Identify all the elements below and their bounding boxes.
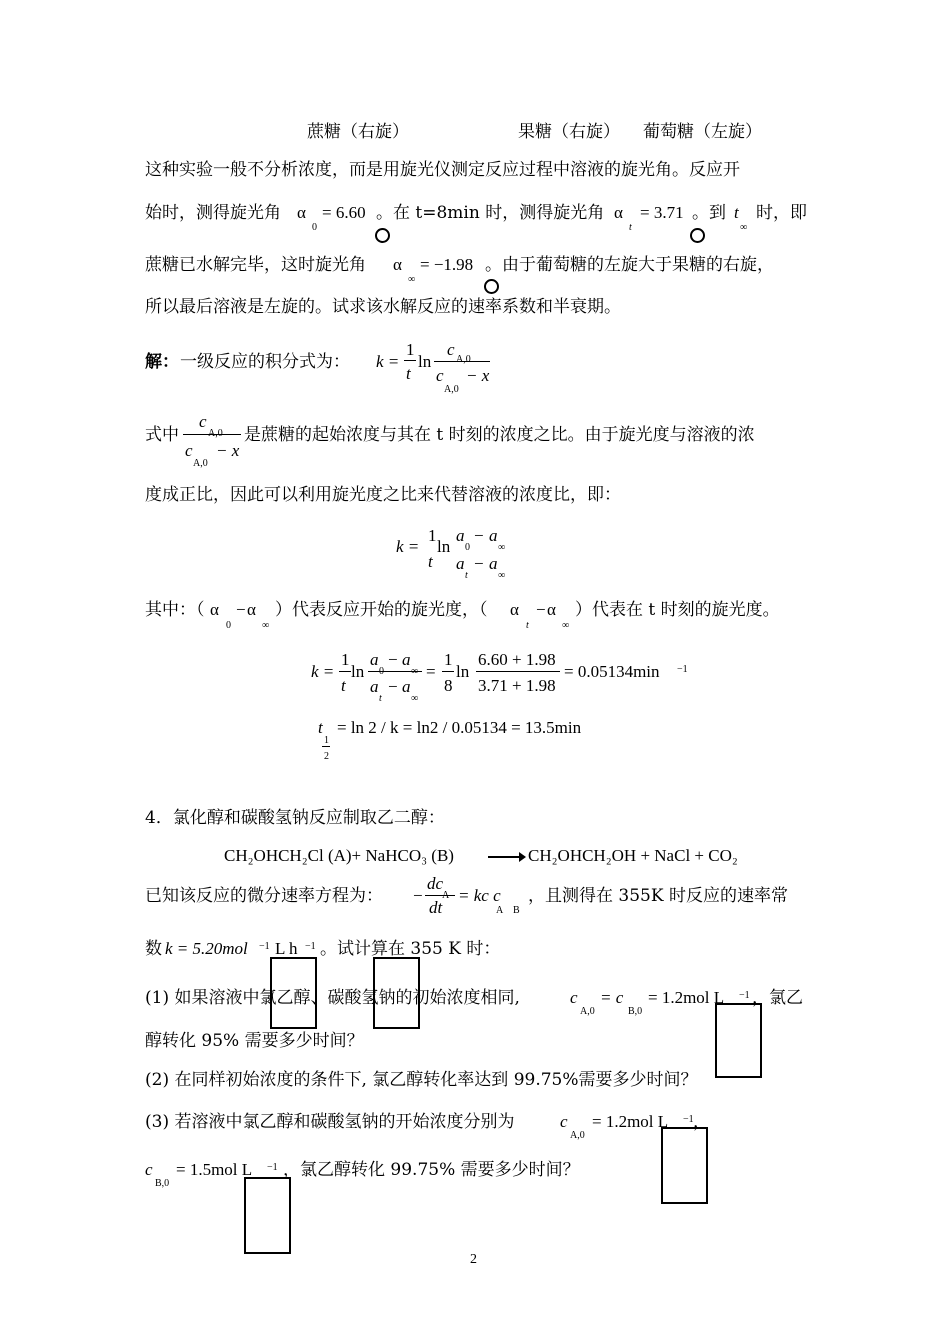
cA0-den-2: c [185,441,193,460]
eight: 8 [444,676,453,695]
sol-line4-a: 其中：（ [145,600,205,620]
alpha0-value: = 6.60 [322,203,366,222]
eq-right: CH₂OHCH₂OH + NaCl + CO₂ [528,846,738,865]
sol-line3: 度成正比，因此可以利用旋光度之比来代替溶液的浓度比，即： [145,485,621,505]
a0: a [456,526,465,545]
empty-box-4 [661,1127,708,1204]
at: a [456,554,465,573]
empty-box-3 [715,1003,762,1078]
p1-line4: 所以最后溶液是左旋的。试求该水解反应的速率系数和半衰期。 [145,297,621,317]
frac1-den: t [406,364,411,383]
ln-1: ln [418,352,432,371]
empty-box-2 [373,957,420,1029]
q4-q3-c: ，氯乙醇转化 99.75% 需要多少时间？ [283,1160,580,1180]
cA0-den-sub: A,0 [444,384,459,395]
k-result: = 0.05134min [564,662,660,681]
q4-q2: (2) 在同样初始浓度的条件下, 氯乙醇转化率达到 99.75%需要多少时间？ [145,1070,698,1090]
eq-left: CH₂OHCH₂Cl (A)+ NaHCO₃ (B) [224,846,454,865]
rate-kcc: = kc c [458,886,501,905]
k-eq-3: k = [311,662,335,681]
alphat-value: = 3.71 [640,203,684,222]
cA0-num: c [447,340,455,359]
p1-line2-a: 始时，测得旋光角 [145,203,281,223]
p1-line1: 这种实验一般不分析浓度，而是用旋光仪测定反应过程中溶液的旋光角。反应开 [145,160,740,180]
circle-mark-3 [484,279,499,294]
q4-const-b: 。试计算在 355 K 时： [320,939,501,959]
sol-line2-a: 式中 [145,425,179,445]
t-infinity: t [734,203,739,222]
ainf-1: a [489,526,498,545]
k-eq-1: k = [376,352,400,371]
p1-line2-c: 。到 [692,203,726,223]
frac2-num: 1 [428,526,437,545]
p1-line2-d: 时，即 [756,203,807,223]
alpha-t: α [614,203,623,222]
sub-0: 0 [312,222,317,233]
q1-conc: = 1.2mol L [648,988,725,1007]
label-fructose: 果糖（右旋） [518,122,620,142]
sub-inf: ∞ [740,222,748,233]
q4-q1-a: (1) 如果溶液中氯乙醇、碳酸氢钠的初始浓度相同, [145,988,520,1008]
minus-x-1: − x [466,366,490,385]
sol-line4-c: ）代表在 t 时刻的旋光度。 [575,600,780,620]
solution-label: 解： [145,352,179,372]
empty-box-5 [244,1177,291,1254]
calc-numerator: 6.60 + 1.98 [478,650,556,669]
p1-line2-b: 。在 t=8min 时，测得旋光角 [376,203,605,223]
cA0-num-2: c [199,412,207,431]
sol-line2-b: 是蔗糖的起始浓度与其在 t 时刻的浓度之比。由于旋光度与溶液的浓 [244,425,755,445]
rate-constant: k = 5.20mol [165,939,248,958]
cA0-num-sub: A,0 [456,354,471,365]
half-life-value: = ln 2 / k = ln2 / 0.05134 = 13.5min [337,718,582,737]
ln-2: ln [437,537,451,556]
q4-rate-a: 已知该反应的微分速率方程为： [145,886,383,906]
alpha-inf: α [393,255,402,274]
p1-line3-a: 蔗糖已水解完毕，这时旋光角 [145,255,366,275]
alpha-0: α [297,203,306,222]
reaction-arrow-icon [488,851,526,863]
q4-q1-c: 醇转化 95% 需要多少时间？ [145,1031,364,1051]
label-glucose: 葡萄糖（左旋） [643,122,762,142]
frac2-den: t [428,552,433,571]
half-life-t: t [318,718,323,737]
alphainf-value: = −1.98 [420,255,474,274]
sol-line4-b: ）代表反应开始的旋光度，（ [275,600,488,620]
k-eq-2: k = [396,537,420,556]
circle-mark-1 [375,228,390,243]
p1-line3-b: 。由于葡萄糖的左旋大于果糖的右旋， [485,255,774,275]
frac1-num: 1 [406,340,415,359]
cA0-den-2-sub: A,0 [193,458,208,469]
empty-box-1 [270,957,317,1029]
q3-conc-b: = 1.5mol L [176,1160,253,1179]
circle-mark-2 [690,228,705,243]
solution-intro: 一级反应的积分式为： [180,352,350,372]
sub-t: t [629,222,632,233]
minus-x-2: − x [216,441,240,460]
sub-inf-2: ∞ [408,274,416,285]
q3-conc-a: = 1.2mol L [592,1112,669,1131]
q4-rate-b: ，且测得在 355K 时反应的速率常 [528,886,788,906]
q4-title: 4．氯化醇和碳酸氢钠反应制取乙二醇： [145,808,445,828]
cA0-num-2-sub: A,0 [208,428,223,439]
page-number: 2 [470,1252,477,1267]
label-sucrose: 蔗糖（右旋） [307,122,409,142]
calc-denominator: 3.71 + 1.98 [478,676,556,695]
ainf-2: a [489,554,498,573]
q4-q3-a: (3) 若溶液中氯乙醇和碳酸氢钠的开始浓度分别为 [145,1112,515,1132]
cA0-den: c [436,366,444,385]
